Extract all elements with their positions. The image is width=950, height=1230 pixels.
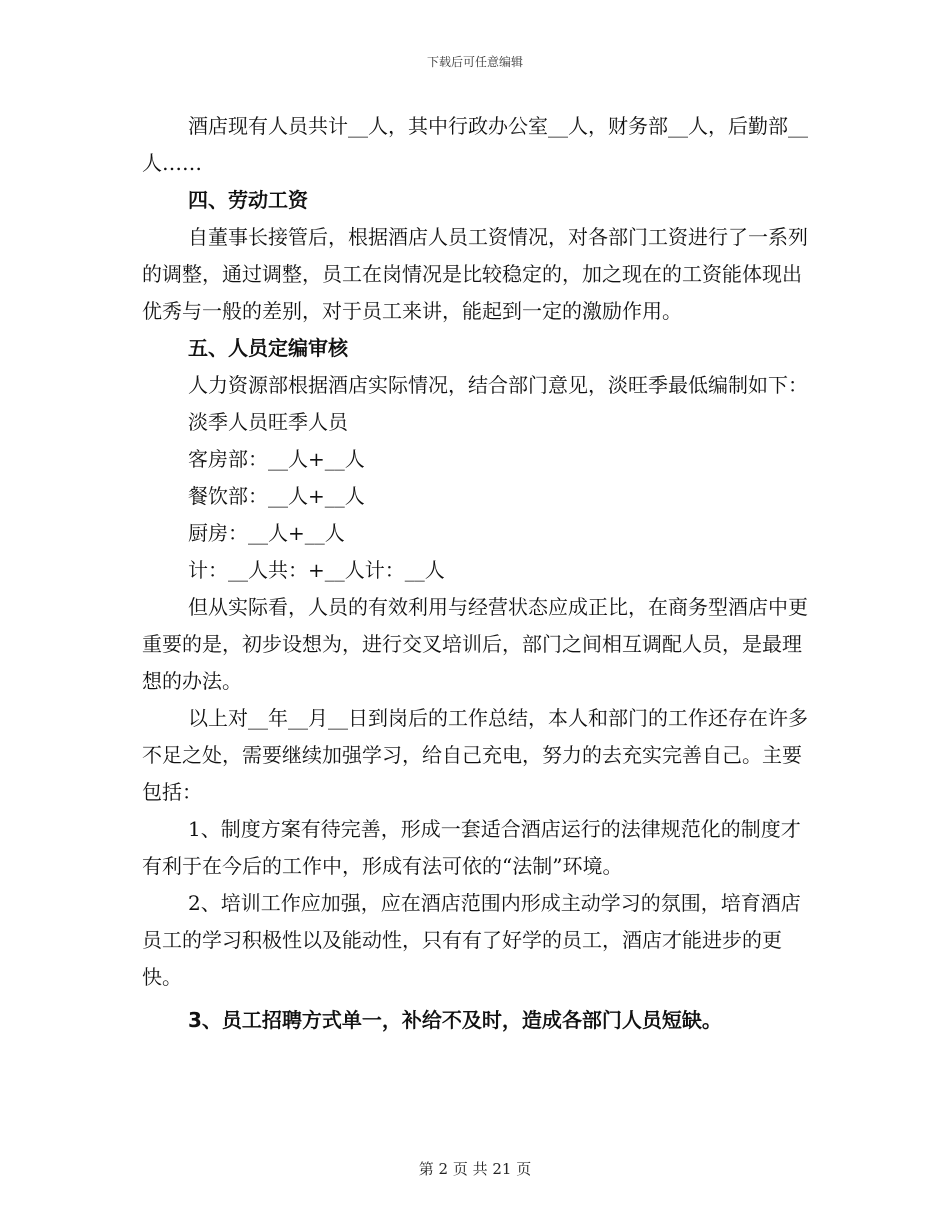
staffing-rooms-line: 客房部：__人+__人: [188, 447, 365, 471]
section-heading-wages: 四、劳动工资: [188, 188, 308, 212]
staffing-intro-paragraph: 人力资源部根据酒店实际情况，结合部门意见，淡旺季最低编制如下：: [188, 373, 808, 397]
section-heading-staffing: 五、人员定编审核: [188, 336, 348, 360]
staffing-total-line: 计：__人共：+__人计：__人: [188, 558, 445, 582]
cross-training-paragraph: 但从实际看，人员的有效利用与经营状态应成正比，在商务型酒店中更重要的是，初步设想为，进行交叉培训后，部门之间相互调配人员，是最理想的办法。: [142, 595, 808, 693]
staffing-catering-line: 餐饮部：__人+__人: [188, 484, 365, 508]
issue-item-3: 3、员工招聘方式单一，补给不及时，造成各部门人员短缺。: [188, 1008, 722, 1032]
staffing-header-line: 淡季人员旺季人员: [188, 410, 348, 434]
issue-item-1: 1、制度方案有待完善，形成一套适合酒店运行的法律规范化的制度才有利于在今后的工作中，形成有法可依的“法制”环境。: [142, 817, 801, 878]
staffing-kitchen-line: 厨房：__人+__人: [188, 521, 345, 545]
staff-count-paragraph: 酒店现有人员共计__人，其中行政办公室__人，财务部__人，后勤部__人……: [142, 114, 808, 175]
page-footer: 第 2 页 共 21 页: [418, 1160, 532, 1178]
page-header: 下载后可任意编辑: [426, 55, 523, 69]
document-body: [142, 108, 808, 1039]
summary-paragraph: 以上对__年__月__日到岗后的工作总结，本人和部门的工作还存在许多不足之处，需要继续加强学习，给自己充电，努力的去充实完善自己。主要包括：: [142, 706, 808, 804]
wages-paragraph: 自董事长接管后，根据酒店人员工资情况，对各部门工资进行了一系列的调整，通过调整，员工在岗情况是比较稳定的，加之现在的工资能体现出优秀与一般的差别，对于员工来讲，能起到一定的激励作用。: [142, 225, 808, 323]
issue-item-2: 2、培训工作应加强，应在酒店范围内形成主动学习的氛围，培育酒店员工的学习积极性以及能动性，只有有了好学的员工，酒店才能进步的更快。: [142, 891, 801, 989]
